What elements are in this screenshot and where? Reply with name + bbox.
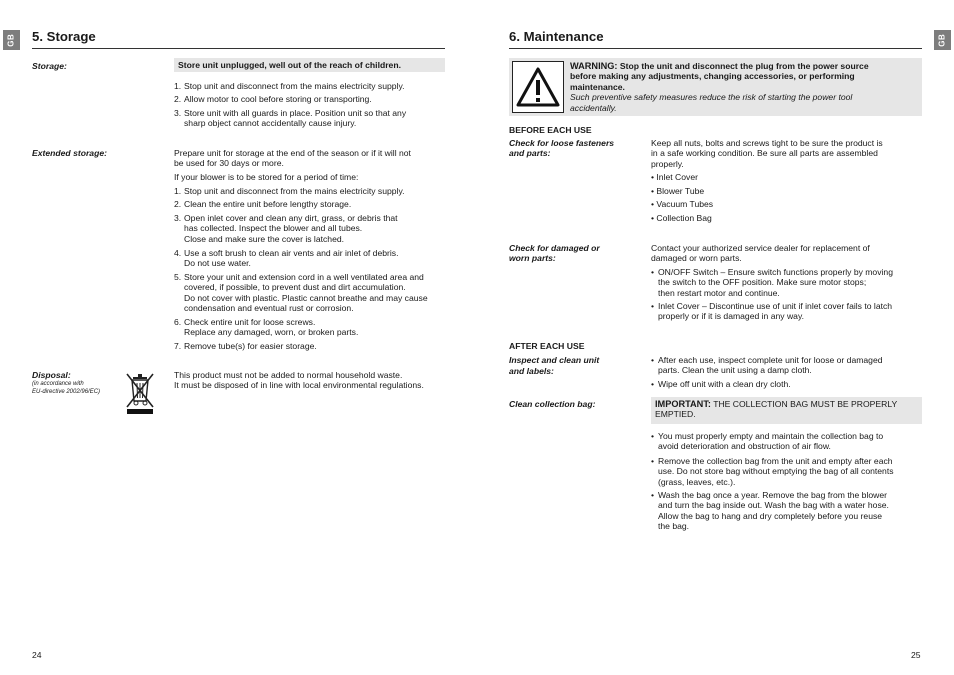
list-item: 7. Remove tube(s) for easier storage.: [174, 341, 317, 351]
list-item: • Vacuum Tubes: [651, 199, 714, 209]
damaged-parts-text: Contact your authorized service dealer for replacement of damaged or worn parts.: [651, 243, 870, 264]
list-item: • Inlet Cover – Discontinue use of unit if inlet cover fails to latch properly or if it is damaged in any way.: [651, 301, 893, 322]
warning-triangle-icon: [512, 61, 564, 113]
page-number-left: 24: [32, 650, 42, 660]
list-item: 6. Check entire unit for loose screws. Replace any damaged, worn, or broken parts.: [174, 317, 359, 338]
damaged-parts-label: Check for damaged or worn parts:: [509, 243, 600, 264]
disposal-text: This product must not be added to normal household waste. It must be disposed of in line with local environmental regulations.: [174, 370, 424, 391]
disposal-label: Disposal:: [32, 370, 71, 380]
list-item: • Inlet Cover: [651, 172, 698, 182]
storage-label: Storage:: [32, 61, 67, 71]
page-number-right: 25: [911, 650, 921, 660]
list-item: • Wash the bag once a year. Remove the bag from the blower and turn the bag inside out. Wash the bag with a water hose. Allow the bag to hang and dry completely before you reuse the bag.: [651, 490, 889, 532]
language-tab-left: GB: [3, 30, 20, 50]
language-tab-right: GB: [934, 30, 951, 50]
list-item: 5. Store your unit and extension cord in a well ventilated area and covered, if possible, to prevent dust and dirt accumulation. Do not cover with plastic. Plastic cannot breathe and may cause condensation and eventual rust or corrosion.: [174, 272, 428, 314]
list-item: • Blower Tube: [651, 186, 705, 196]
title-rule: [509, 48, 922, 49]
list-item: • You must properly empty and maintain the collection bag to avoid deterioration and obstruction of air flow.: [651, 431, 884, 452]
list-item: 1. Stop unit and disconnect from the mains electricity supply.: [174, 81, 405, 91]
disposal-note: (in accordance with EU-directive 2002/96/EC): [32, 381, 101, 395]
section-title-storage: 5. Storage: [32, 29, 96, 44]
loose-fasteners-text: Keep all nuts, bolts and screws tight to be sure the product is in a safe working condition. Be sure all parts are assembled properly.: [651, 138, 883, 169]
list-item: • After each use, inspect complete unit for loose or damaged parts. Clean the unit using a damp cloth.: [651, 355, 883, 376]
extended-intro2: If your blower is to be stored for a period of time:: [174, 172, 359, 182]
title-rule: [32, 48, 445, 49]
list-item: • ON/OFF Switch – Ensure switch functions properly by moving the switch to the OFF position. Make sure motor stops; then restart motor and continue.: [651, 267, 893, 298]
list-item: 1. Stop unit and disconnect from the mains electricity supply.: [174, 186, 405, 196]
list-item: • Collection Bag: [651, 213, 712, 223]
list-item: 3. Open inlet cover and clean any dirt, grass, or debris that has collected. Inspect the blower and all tubes. Close and make sure the cover is latched.: [174, 213, 398, 244]
extended-intro: Prepare unit for storage at the end of the season or if it will not be used for 30 days or more.: [174, 148, 411, 169]
list-item: 3. Store unit with all guards in place. Position unit so that any sharp object cannot accidentally cause injury.: [174, 108, 407, 129]
important-text: IMPORTANT: THE COLLECTION BAG MUST BE PROPERLY EMPTIED.: [655, 399, 898, 420]
storage-highlight-text: Store unit unplugged, well out of the reach of children.: [178, 60, 401, 70]
loose-fasteners-label: Check for loose fasteners and parts:: [509, 138, 615, 159]
before-each-use-heading: BEFORE EACH USE: [509, 125, 592, 135]
list-item: 2. Clean the entire unit before lengthy storage.: [174, 199, 352, 209]
section-title-maintenance: 6. Maintenance: [509, 29, 604, 44]
extended-storage-label: Extended storage:: [32, 148, 107, 158]
list-item: 4. Use a soft brush to clean air vents and air inlet of debris. Do not use water.: [174, 248, 399, 269]
list-item: • Remove the collection bag from the unit and empty after each use. Do not store bag without emptying the bag of all contents (grass, leaves, etc.).: [651, 456, 894, 487]
warning-text: WARNING: Stop the unit and disconnect the plug from the power source before making any adjustments, changing accessories, or performing maintenance. Such preventive safety measures reduce the risk of starting the power tool accidentally.: [570, 61, 869, 113]
inspect-clean-label: Inspect and clean unit and labels:: [509, 355, 600, 377]
list-item: 2. Allow motor to cool before storing or transporting.: [174, 94, 372, 104]
crossed-bin-icon: [124, 371, 156, 417]
after-each-use-heading: AFTER EACH USE: [509, 341, 585, 351]
list-item: • Wipe off unit with a clean dry cloth.: [651, 379, 791, 389]
clean-bag-label: Clean collection bag:: [509, 399, 596, 409]
